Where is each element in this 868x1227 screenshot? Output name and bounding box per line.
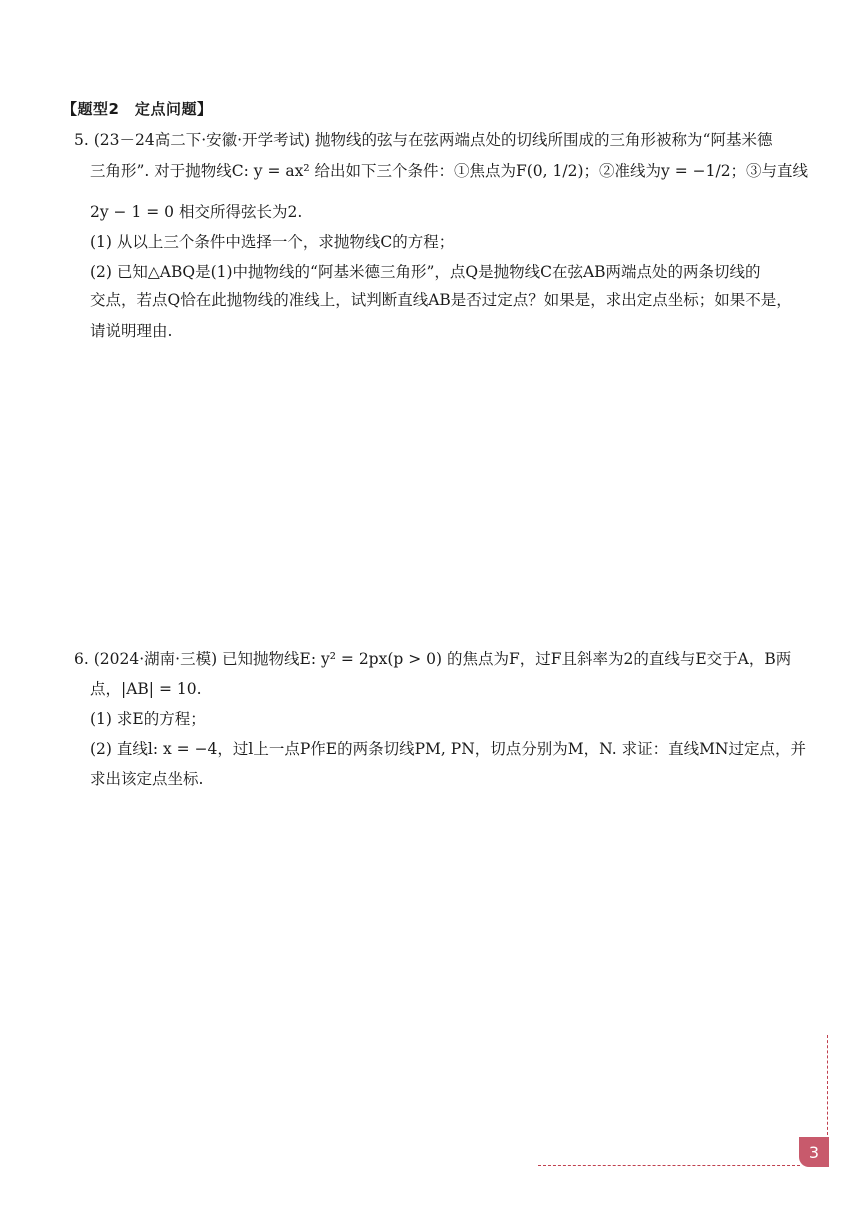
q5-line-1: 5. (23－24高二下·安徽·开学考试) 抛物线的弦与在弦两端点处的切线所围成的三角形被称为“阿基米德 xyxy=(74,131,773,149)
q5-part-2-line-1: (2) 已知△ABQ是(1)中抛物线的“阿基米德三角形”，点Q是抛物线C在弦AB两端点处的两条切线的 xyxy=(90,263,761,281)
q6-part-1: (1) 求E的方程； xyxy=(90,710,206,728)
corner-dashed-horizontal xyxy=(538,1165,800,1166)
q5-part-1: (1) 从以上三个条件中选择一个，求抛物线C的方程； xyxy=(90,233,455,251)
q6-part-2-line-2: 求出该定点坐标. xyxy=(90,770,204,788)
q6-line-2: 点，|AB| = 10. xyxy=(90,680,202,698)
q6-part-2-line-1: (2) 直线l: x = −4，过l上一点P作E的两条切线PM, PN，切点分别为M，N. 求证：直线MN过定点，并 xyxy=(90,740,806,758)
corner-dashed-vertical xyxy=(827,1035,828,1135)
q5-line-2: 三角形”. 对于抛物线C: y = ax² 给出如下三个条件：①焦点为F(0, 1/2)；②准线为y = −1/2；③与直线 xyxy=(90,162,809,180)
q6-line-1: 6. (2024·湖南·三模) 已知抛物线E: y² = 2px(p > 0) 的焦点为F，过F且斜率为2的直线与E交于A，B两 xyxy=(74,650,792,668)
q5-line-3: 2y − 1 = 0 相交所得弦长为2. xyxy=(90,203,303,221)
page-number-badge: 3 xyxy=(799,1137,829,1167)
section-title: 【题型2 定点问题】 xyxy=(62,100,213,118)
q5-part-2-line-3: 请说明理由. xyxy=(90,322,173,340)
q5-part-2-line-2: 交点，若点Q恰在此抛物线的准线上，试判断直线AB是否过定点？如果是，求出定点坐标；如果不是， xyxy=(90,291,792,309)
